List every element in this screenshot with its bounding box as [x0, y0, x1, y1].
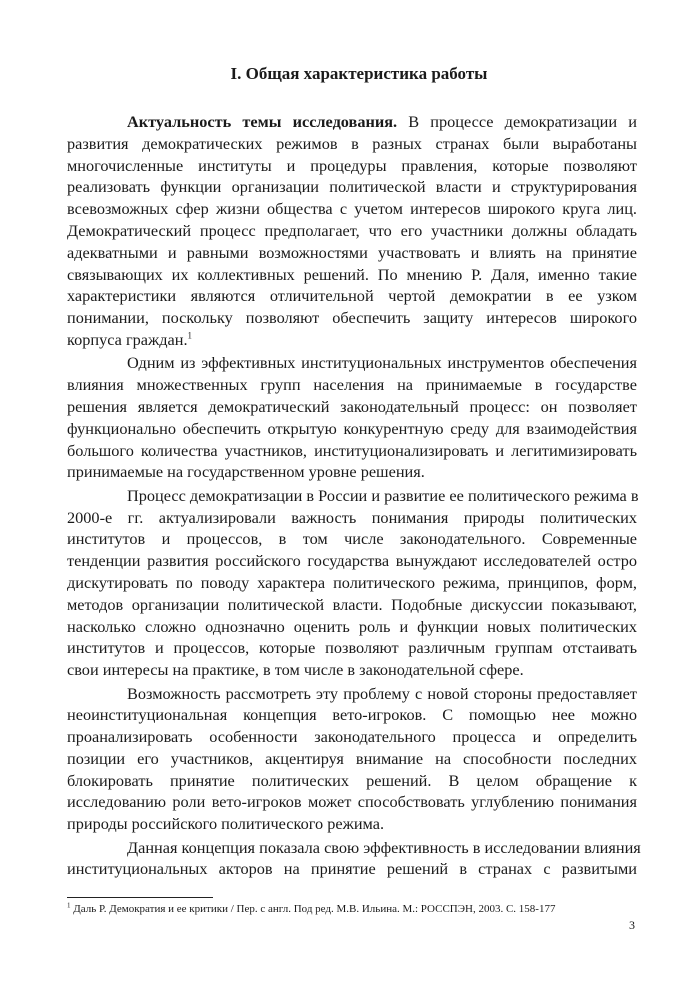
paragraph — [67, 111, 637, 351]
line-text: многочисленные институты и процедуры правления, которые позволяют — [67, 155, 637, 175]
text-line — [67, 329, 637, 351]
line-text: институтов и процессов, которые позволяют различным группам отстаивать — [67, 638, 637, 658]
text-line — [67, 198, 637, 220]
paragraph — [67, 837, 641, 881]
line-text: понимании, поскольку позволяют обеспечить защиту интересов широкого — [67, 308, 637, 328]
paragraph — [67, 485, 637, 681]
text-line — [67, 418, 637, 440]
line-text: всевозможных сфер жизни общества с учетом интересов широкого круга лиц. — [67, 199, 637, 219]
line-text: исследованию роли вето-игроков может способствовать углублению понимания — [67, 792, 637, 812]
line-text: блокировать принятие политических решений. В целом обращение к — [67, 770, 637, 790]
paragraph-lead: Актуальность темы исследования. — [127, 112, 398, 131]
line-text: В процессе демократизации и — [397, 112, 637, 131]
text-line — [67, 220, 637, 242]
footnote-number: 1 — [67, 901, 71, 910]
line-text: Данная концепция показала свою эффективность в исследовании влияния — [127, 837, 641, 857]
line-text: решения является демократический законодательный процесс: он позволяет — [67, 396, 637, 416]
line-text: позиции его участников, акцентируя внимание на способности последних — [67, 748, 637, 768]
line-text: дискутировать по поводу характера политического режима, принципов, форм, — [67, 572, 637, 592]
line-text: Одним из эффективных институциональных инструментов обеспечения — [127, 353, 637, 373]
footnote-divider — [67, 897, 213, 898]
line-text: влияния множественных групп населения на принимаемые в государстве — [67, 375, 637, 395]
line-text: природы российского политического режима. — [67, 814, 385, 834]
text-line — [67, 770, 637, 792]
line-text: насколько сложно однозначно оценить роль и функции новых политических — [67, 616, 637, 636]
footnote-reference[interactable]: 1 — [187, 330, 193, 341]
line-text: проанализировать особенности законодательного процесса и определить — [67, 727, 637, 747]
line-text: Демократический процесс предполагает, что его участники должны обладать — [67, 220, 637, 240]
line-text: большого количества участников, институционализировать и легитимизировать — [67, 440, 637, 460]
text-line — [67, 683, 637, 705]
paragraph — [67, 683, 637, 836]
text-line — [67, 176, 637, 198]
document-body — [67, 111, 641, 882]
text-line — [67, 726, 637, 748]
text-line — [67, 242, 637, 264]
text-line — [67, 748, 637, 770]
line-text: институциональных акторов на принятие решений в странах с развитыми — [67, 859, 637, 879]
line-text: корпуса граждан. — [67, 329, 188, 349]
footnote-text: Даль Р. Демократия и ее критики / Пер. с англ. Под ред. М.В. Ильина. М.: РОССПЭН, 2003. С. 158-177 — [70, 903, 556, 915]
paragraph — [67, 352, 637, 483]
text-line — [67, 791, 637, 813]
line-text: 2000-е гг. актуализировали важность понимания природы политических — [67, 507, 637, 527]
text-line — [67, 637, 637, 659]
text-line — [67, 837, 641, 859]
line-text: методов организации политической власти. Подобные дискуссии показывают, — [67, 594, 637, 614]
line-text: реализовать функции организации политической власти и структурирования — [67, 177, 637, 197]
text-line — [67, 507, 637, 529]
text-line — [67, 550, 637, 572]
text-line — [67, 374, 637, 396]
text-line — [67, 285, 637, 307]
text-line — [67, 659, 637, 681]
line-text: характеристики являются отличительной чертой демократии в ее узком — [67, 286, 637, 306]
text-line — [67, 133, 637, 155]
footnote — [67, 903, 555, 915]
line-text: развития демократических режимов в разных странах были выработаны — [67, 133, 637, 153]
line-text: тенденции развития российского государства вынуждают исследователей остро — [67, 551, 637, 571]
text-line — [67, 572, 637, 594]
text-line — [67, 594, 637, 616]
section-title: I. Общая характеристика работы — [230, 64, 488, 83]
line-text: адекватными и равными возможностями участвовать и влиять на принятие — [67, 242, 637, 262]
line-text: институтов и процессов, в том числе законодательного. Современные — [67, 529, 637, 549]
text-line — [67, 307, 637, 329]
line-text: Возможность рассмотреть эту проблему с новой стороны предоставляет — [127, 683, 637, 703]
text-line — [67, 616, 637, 638]
text-line — [67, 440, 637, 462]
text-line — [67, 704, 637, 726]
line-text: функционально обеспечить открытую конкурентную среду для взаимодействия — [67, 418, 637, 438]
text-line — [67, 155, 637, 177]
line-text: неоинституциональная концепция вето-игроков. С помощью нее можно — [67, 705, 637, 725]
text-line — [67, 461, 637, 483]
text-line — [67, 813, 637, 835]
text-line — [67, 485, 637, 507]
line-text: принимаемые на государственном уровне решения. — [67, 462, 425, 482]
text-line — [67, 111, 637, 133]
line-text: Процесс демократизации в России и развитие ее политического режима в — [127, 485, 639, 505]
text-line — [67, 396, 637, 418]
line-text: связывающих их коллективных решений. По мнению Р. Даля, именно такие — [67, 264, 637, 284]
text-line — [67, 264, 637, 286]
text-line — [67, 352, 637, 374]
line-text: свои интересы на практике, в том числе в законодательной сфере. — [67, 660, 524, 680]
page-number: 3 — [629, 918, 635, 932]
text-line — [67, 528, 637, 550]
text-line — [67, 858, 637, 880]
